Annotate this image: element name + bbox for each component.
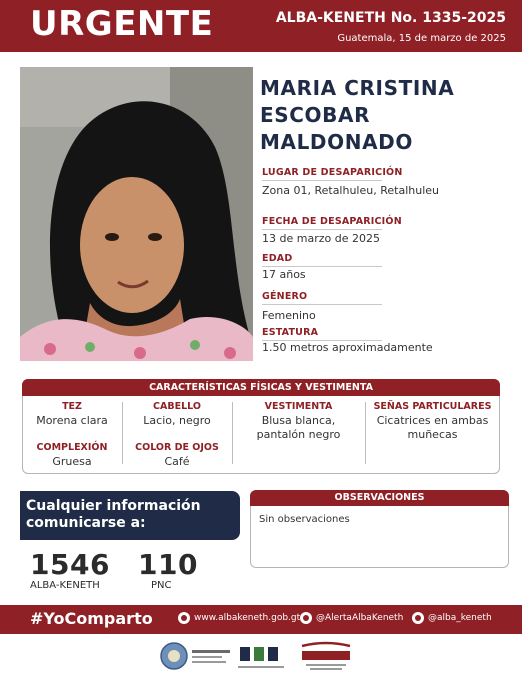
column-divider bbox=[232, 402, 233, 464]
field-label-age: EDAD bbox=[262, 253, 293, 264]
column-divider bbox=[122, 402, 123, 464]
complexion-label: COMPLEXIÓN bbox=[36, 442, 108, 453]
facebook-text: @AlertaAlbaKeneth bbox=[316, 613, 404, 623]
field-divider bbox=[262, 229, 382, 230]
field-value-gender: Femenino bbox=[262, 309, 316, 322]
marks-value-line: Cicatrices en ambas bbox=[376, 414, 489, 427]
field-value-date: 13 de marzo de 2025 bbox=[262, 232, 380, 245]
facebook-icon bbox=[300, 612, 312, 624]
field-value-height: 1.50 metros aproximadamente bbox=[262, 341, 433, 354]
marks-label: SEÑAS PARTICULARES bbox=[373, 401, 492, 412]
marks-value-line: muñecas bbox=[407, 428, 458, 441]
issue-date: Guatemala, 15 de marzo de 2025 bbox=[337, 33, 506, 44]
alerta-alba-keneth-logo bbox=[298, 638, 354, 674]
x-icon bbox=[412, 612, 424, 624]
field-value-location: Zona 01, Retalhuleu, Retalhuleu bbox=[262, 184, 439, 197]
contact-line: comunicarse a: bbox=[26, 515, 146, 531]
field-divider bbox=[262, 304, 382, 305]
characteristics-title: CARACTERÍSTICAS FÍSICAS Y VESTIMENTA bbox=[22, 379, 500, 396]
website-text: www.albakeneth.gob.gt bbox=[194, 613, 301, 623]
case-number: ALBA-KENETH No. 1335-2025 bbox=[275, 10, 506, 26]
observations-text: Sin observaciones bbox=[259, 514, 350, 525]
marks-value bbox=[367, 414, 498, 442]
contact-text bbox=[26, 498, 236, 532]
name-line-1: MARIA CRISTINA bbox=[260, 76, 455, 100]
field-label-location: LUGAR DE DESAPARICIÓN bbox=[262, 167, 403, 178]
pgn-logo bbox=[236, 638, 288, 674]
field-divider bbox=[262, 180, 382, 181]
clothing-value-line: Blusa blanca, bbox=[261, 414, 336, 427]
hair-label: CABELLO bbox=[153, 401, 201, 412]
hair-value: Lacio, negro bbox=[143, 414, 211, 427]
field-label-date: FECHA DE DESAPARICIÓN bbox=[262, 216, 402, 227]
phone-label-alba-keneth: ALBA-KENETH bbox=[30, 580, 100, 591]
clothing-label: VESTIMENTA bbox=[264, 401, 333, 412]
person-name bbox=[260, 75, 510, 156]
field-divider bbox=[262, 266, 382, 267]
column-divider bbox=[365, 402, 366, 464]
phone-number-pnc[interactable]: 110 bbox=[138, 548, 198, 581]
eye-color-label: COLOR DE OJOS bbox=[135, 442, 219, 453]
observations-title: OBSERVACIONES bbox=[250, 490, 509, 506]
x-link[interactable] bbox=[412, 612, 492, 624]
website-link[interactable] bbox=[178, 612, 300, 624]
field-value-age: 17 años bbox=[262, 268, 306, 281]
missing-person-photo bbox=[20, 67, 253, 361]
field-label-gender: GÉNERO bbox=[262, 291, 308, 302]
tez-value: Morena clara bbox=[36, 414, 108, 427]
facebook-link[interactable] bbox=[300, 612, 403, 624]
contact-line: Cualquier información bbox=[26, 498, 201, 514]
clothing-value-line: pantalón negro bbox=[256, 428, 341, 441]
clothing-value bbox=[234, 414, 363, 442]
phone-label-pnc: PNC bbox=[151, 580, 172, 591]
hashtag: #YoComparto bbox=[30, 609, 153, 628]
web-icon bbox=[178, 612, 190, 624]
guatemala-coat-of-arms-logo bbox=[160, 638, 232, 674]
x-text: @alba_keneth bbox=[428, 613, 492, 623]
field-label-height: ESTATURA bbox=[262, 327, 319, 338]
status-title: URGENTE bbox=[30, 4, 214, 44]
name-line-3: MALDONADO bbox=[260, 130, 413, 154]
tez-label: TEZ bbox=[62, 401, 82, 412]
phone-number-alba-keneth[interactable]: 1546 bbox=[30, 548, 110, 581]
name-line-2: ESCOBAR bbox=[260, 103, 371, 127]
eye-color-value: Café bbox=[164, 455, 190, 468]
complexion-value: Gruesa bbox=[52, 455, 92, 468]
